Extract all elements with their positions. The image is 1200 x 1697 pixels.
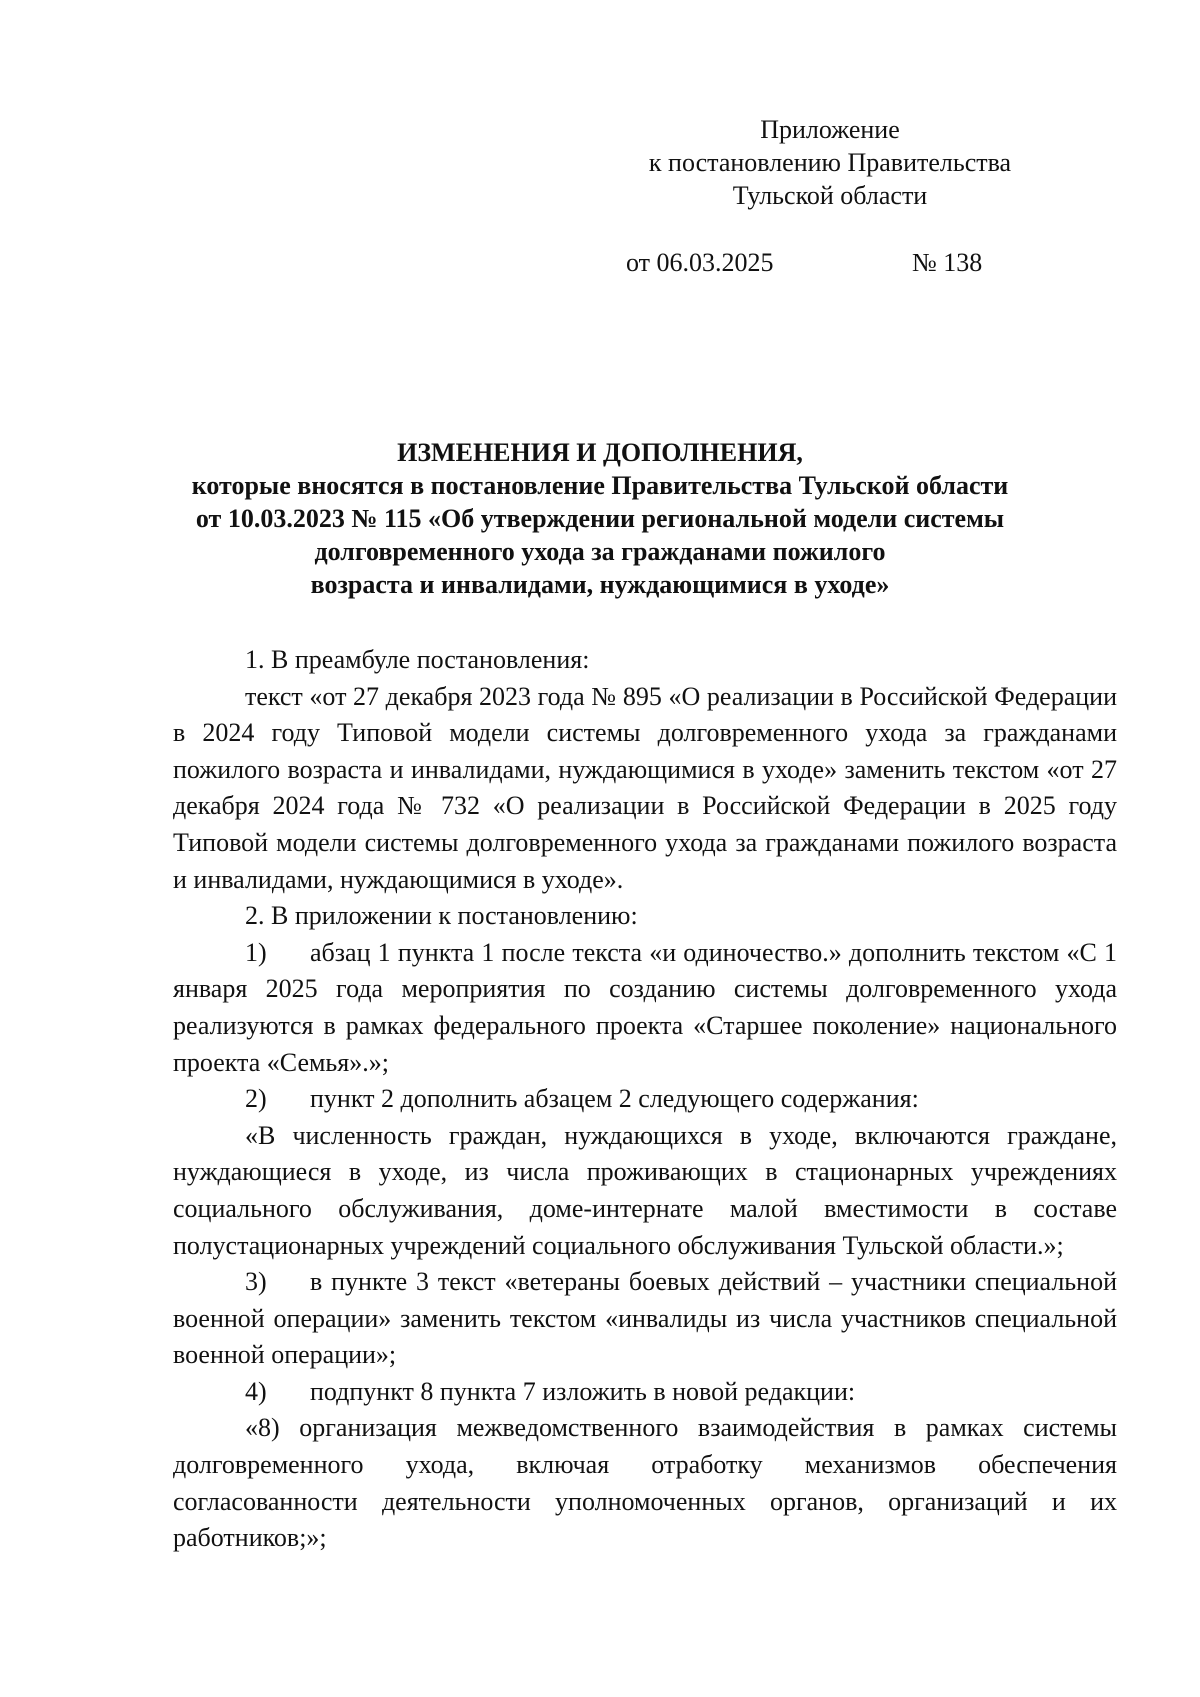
appendix-line-2: к постановлению Правительства: [648, 148, 1012, 177]
document-body: [173, 642, 1117, 1557]
list-item-4-number: 4): [245, 1376, 267, 1406]
list-item-2: [173, 1081, 1117, 1118]
list-item-4: [173, 1374, 1117, 1411]
list-item-1: [173, 935, 1117, 1081]
title-line-4: долговременного ухода за гражданами пожилого: [314, 537, 886, 566]
list-item-4-text: подпункт 8 пункта 7 изложить в новой редакции:: [310, 1376, 856, 1406]
paragraph-2: текст «от 27 декабря 2023 года № 895 «О реализации в Российской Федерации в 2024 году Типовой модели системы долговременного ухода за гражданами пожилого возраста и инвалидами, нуждающимися в уходе» заменить текстом «от 27 декабря 2024 года № 732 «О реализации в Российской Федерации в 2025 году Типовой модели системы долговременного ухода за гражданами пожилого возраста и инвалидами, нуждающимися в уходе».: [173, 681, 1117, 894]
title-line-1: ИЗМЕНЕНИЯ И ДОПОЛНЕНИЯ,: [397, 438, 803, 467]
decree-number: № 138: [912, 248, 983, 277]
title-line-5: возраста и инвалидами, нуждающимися в уходе»: [310, 570, 890, 599]
appendix-line-3: Тульской области: [732, 181, 928, 210]
list-item-2-number: 2): [245, 1084, 267, 1114]
decree-date: от 06.03.2025: [626, 248, 774, 277]
paragraph-4: «В численность граждан, нуждающихся в уходе, включаются граждане, нуждающиеся в уходе, из числа проживающих в стационарных учреждениях социального обслуживания, доме-интернате малой вместимости в составе полустационарных учреждений социального обслуживания Тульской области.»;: [173, 1120, 1117, 1260]
paragraph-5: «8) организация межведомственного взаимодействия в рамках системы долговременного ухода, включая отработку механизмов обеспечения согласованности деятельности уполномоченных органов, организаций и их работников;»;: [173, 1413, 1117, 1553]
title-line-3: от 10.03.2023 № 115 «Об утверждении региональной модели системы: [195, 504, 1005, 533]
list-item-3-text: в пункте 3 текст «ветераны боевых действий – участники специальной военной операции» заменить текстом «инвалиды из числа участников специальной военной операции»;: [173, 1267, 1117, 1370]
list-item-3-number: 3): [245, 1267, 267, 1297]
appendix-line-1: Приложение: [760, 115, 900, 144]
paragraph-3: 2. В приложении к постановлению:: [245, 901, 638, 931]
list-item-2-text: пункт 2 дополнить абзацем 2 следующего содержания:: [310, 1084, 919, 1114]
list-item-1-number: 1): [245, 937, 267, 967]
paragraph-1: 1. В преамбуле постановления:: [245, 645, 590, 674]
appendix-header: [600, 113, 1060, 212]
document-title: [150, 436, 1050, 601]
list-item-1-text: абзац 1 пункта 1 после текста «и одиночество.» дополнить текстом «С 1 января 2025 года мероприятия по созданию системы долговременного ухода реализуются в рамках федерального проекта «Старшее поколение» национального проекта «Семья».»;: [173, 937, 1117, 1077]
title-line-2: которые вносятся в постановление Правительства Тульской области: [191, 471, 1009, 500]
list-item-3: [173, 1264, 1117, 1374]
